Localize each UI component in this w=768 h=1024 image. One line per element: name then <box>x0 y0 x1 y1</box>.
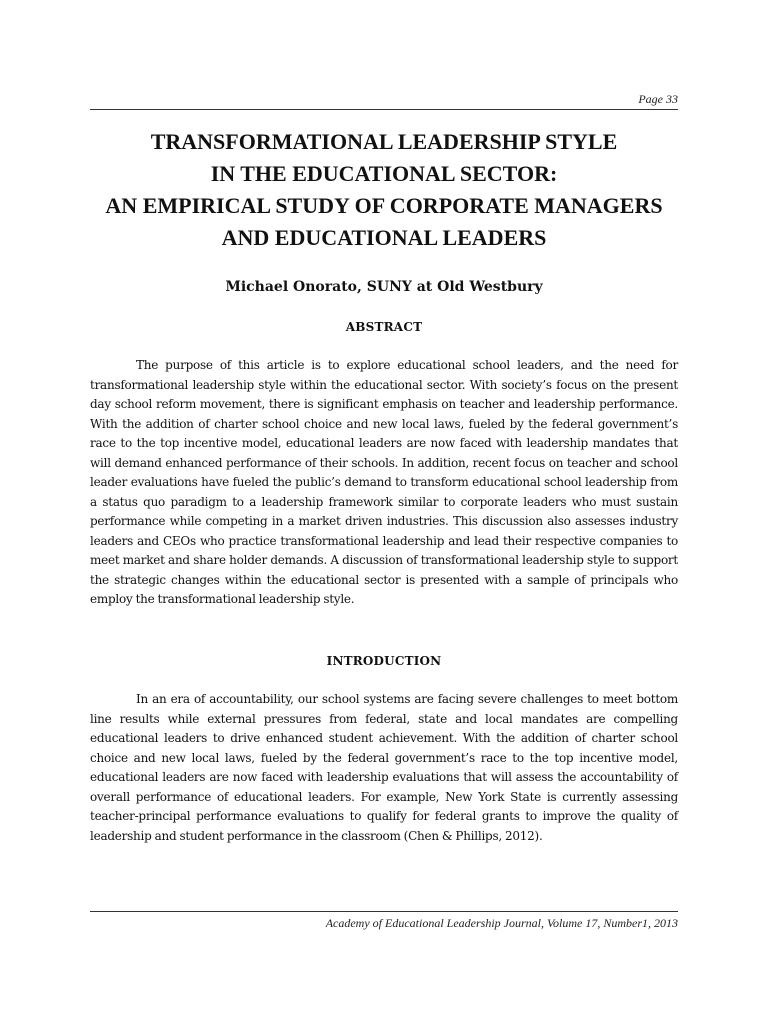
abstract-paragraph: The purpose of this article is to explore educational school leaders, and the need for transformational leadership style within the educational sector. With society’s focus on the present day school reform movement, there is significant emphasis on teacher and leadership performance. With the addition of charter school choice and new local laws, fueled by the federal government’s race to the top incentive model, educational leaders are now faced with leadership mandates that will demand enhanced performance of their schools. In addition, recent focus on teacher and school leader evaluations have fueled the public’s demand to transform educational school leadership from a status quo paradigm to a leadership framework similar to corporate leaders who must sustain performance while competing in a market driven industries. This discussion also assesses industry leaders and CEOs who practice transformational leadership and lead their respective companies to meet market and share holder demands. A discussion of transformational leadership style to support the strategic changes within the educational sector is presented with a sample of principals who employ the transformational leadership style. <box>90 358 678 606</box>
title-line: TRANSFORMATIONAL LEADERSHIP STYLE <box>150 129 618 154</box>
title-line: AN EMPIRICAL STUDY OF CORPORATE MANAGERS <box>105 193 663 218</box>
footer-rule <box>90 911 678 912</box>
page-number: Page 33 <box>638 92 678 106</box>
author-affiliation: Michael Onorato, SUNY at Old Westbury <box>225 279 543 295</box>
journal-page <box>90 0 678 1024</box>
article-title <box>90 126 678 254</box>
introduction-heading: INTRODUCTION <box>326 654 442 668</box>
title-line: IN THE EDUCATIONAL SECTOR: <box>210 161 558 186</box>
journal-citation: Academy of Educational Leadership Journal, Volume 17, Number1, 2013 <box>325 916 678 930</box>
title-line: AND EDUCATIONAL LEADERS <box>221 225 547 250</box>
introduction-paragraph: In an era of accountability, our school systems are facing severe challenges to meet bottom line results while external pressures from federal, state and local mandates are compelling educational leaders to drive enhanced student achievement. With the addition of charter school choice and new local laws, fueled by the federal government’s race to the top incentive model, educational leaders are now faced with leadership evaluations that will assess the accountability of overall performance of educational leaders. For example, New York State is currently assessing teacher-principal performance evaluations to qualify for federal grants to improve the quality of leadership and student performance in the classroom (Chen & Phillips, 2012). <box>90 692 678 843</box>
header-rule <box>90 109 678 110</box>
abstract-heading: ABSTRACT <box>345 320 423 334</box>
